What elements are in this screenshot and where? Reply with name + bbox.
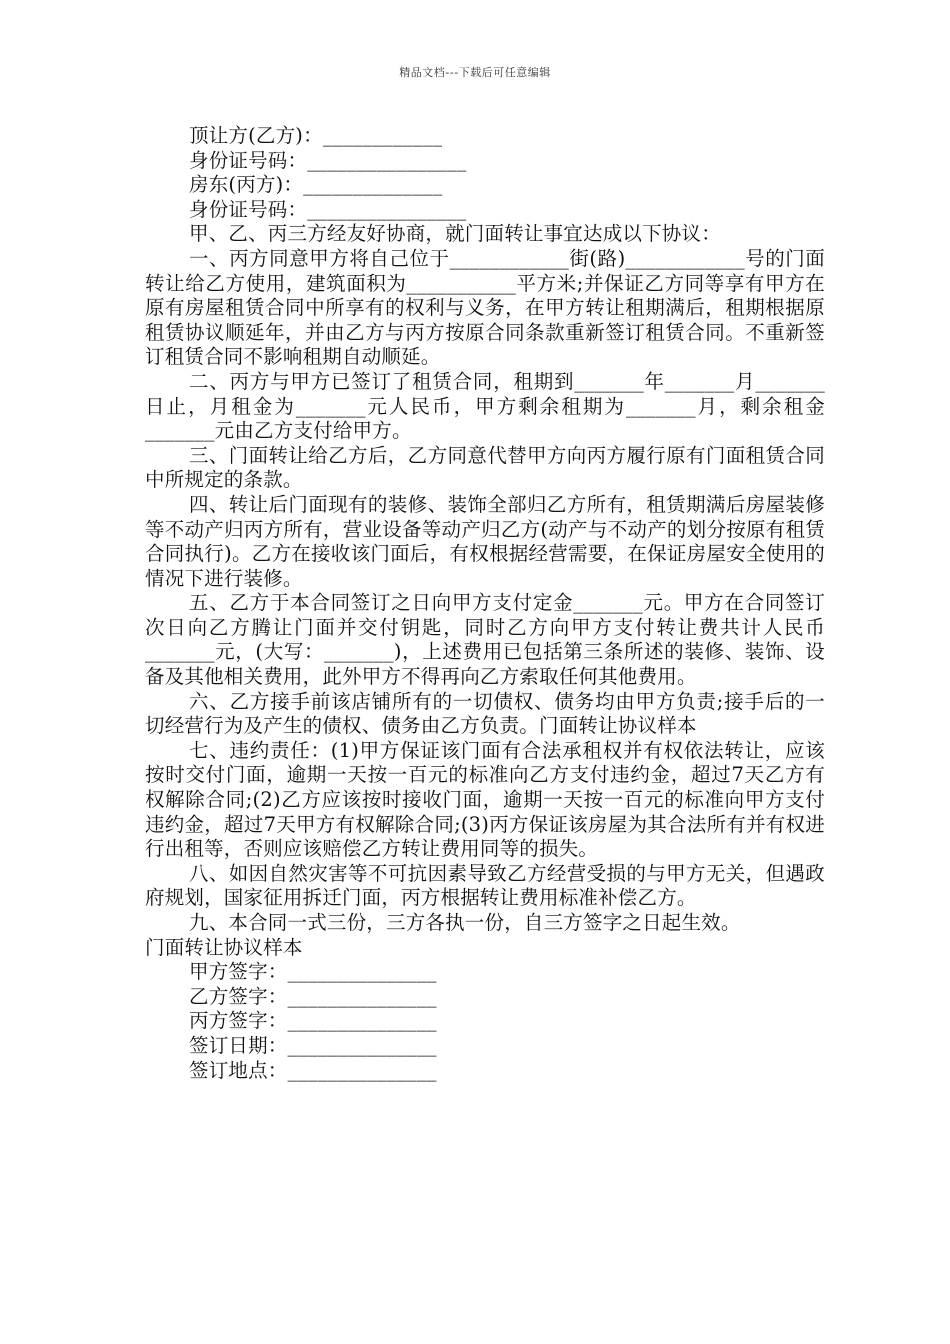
party-landlord-line: 房东(丙方)：______________: [189, 173, 443, 197]
signing-date: 签订日期：_______________: [189, 1033, 437, 1057]
signature-party-b: 乙方签字：_______________: [189, 984, 437, 1008]
clause-4: 四、转让后门面现有的装修、装饰全部归乙方所有，租赁期满后房屋装修等不动产归丙方所有，营业设备等动产归乙方(动产与不动产的划分按原有租赁合同执行)。乙方在接收该门面后，有权根据经营需要，在保证房屋安全使用的情况下进行装修。: [145, 492, 825, 590]
clause-9: 九、本合同一式三份，三方各执一份，自三方签字之日起生效。: [189, 911, 741, 934]
clause-3: 三、门面转让给乙方后，乙方同意代替甲方向丙方履行原有门面租赁合同中所规定的条款。: [145, 443, 825, 492]
signing-place: 签订地点：_______________: [189, 1058, 437, 1082]
clause-2: 二、丙方与甲方已签订了租赁合同，租期到_______年_______月_______日止，月租金为_______元人民币，甲方剩余租期为_______月，剩余租金_______元由乙方支付给甲方。: [145, 369, 825, 443]
page-header: 精品文档---下载后可任意编辑: [399, 66, 551, 79]
agreement-intro: 甲、乙、丙三方经友好协商，就门面转让事宜达成以下协议：: [189, 222, 721, 246]
clause-1: 一、丙方同意甲方将自己位于____________街(路)____________号的门面转让给乙方使用，建筑面积为___________平方米;并保证乙方同等享有甲方在原有房屋租赁合同中所享有的权利与义务，在甲方转让租期满后，租期根据原租赁协议顺延年，并由乙方与丙方按原合同条款重新签订租赁合同。不重新签订租赁合同不影响租期自动顺延。: [145, 246, 825, 369]
clause-8: 八、如因自然灾害等不可抗因素导致乙方经营受损的与甲方无关，但遇政府规划，国家征用拆迁门面，丙方根据转让费用标准补偿乙方。: [145, 861, 825, 910]
party-landlord-id-line: 身份证号码：________________: [189, 197, 467, 221]
clause-5: 五、乙方于本合同签订之日向甲方支付定金_______元。甲方在合同签订次日向乙方腾让门面并交付钥匙，同时乙方向甲方支付转让费共计人民币_______元，(大写：_______)，上述费用已包括第三条所述的装修、装饰、设备及其他相关费用，此外甲方不得再向乙方索取任何其他费用。: [145, 591, 825, 689]
signature-party-c: 丙方签字：_______________: [189, 1009, 437, 1033]
party-transferee-id-line: 身份证号码：________________: [189, 148, 467, 172]
document-tail-title: 门面转让协议样本: [145, 935, 303, 959]
clause-7: 七、违约责任：(1)甲方保证该门面有合法承租权并有权依法转让，应该按时交付门面，逾期一天按一百元的标准向乙方支付违约金，超过7天乙方有权解除合同;(2)乙方应该按时接收门面，逾期一天按一百元的标准向甲方支付违约金，超过7天甲方有权解除合同;(3)丙方保证该房屋为其合法所有并有权进行出租等，否则应该赔偿乙方转让费用同等的损失。: [145, 738, 825, 861]
agreement-document: [145, 124, 825, 1083]
signature-party-a: 甲方签字：_______________: [189, 960, 437, 984]
clause-6: 六、乙方接手前该店铺所有的一切债权、债务均由甲方负责;接手后的一切经营行为及产生的债权、债务由乙方负责。门面转让协议样本: [145, 689, 825, 738]
party-transferee-line: 顶让方(乙方)：____________: [189, 124, 443, 147]
